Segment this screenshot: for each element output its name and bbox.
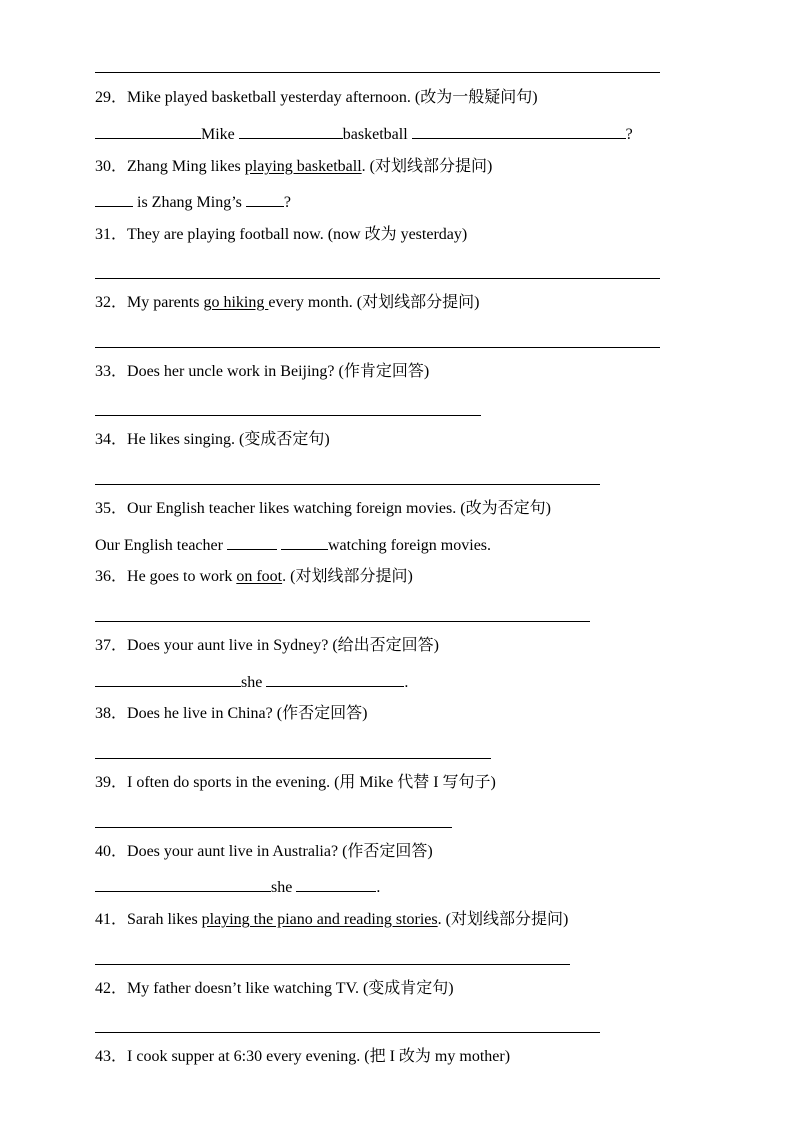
question-38 [95,704,367,724]
answer-line[interactable] [95,278,660,279]
answer-30 [95,191,291,213]
answer-line[interactable] [95,964,570,965]
question-42 [95,979,454,999]
answer-blank[interactable] [281,534,328,550]
question-text: Sarah likes [127,911,202,928]
underlined-text: on foot [236,568,283,585]
question-number: 34． [95,431,128,448]
question-text: My father doesn’t like watching TV. (变成肯定句) [127,980,454,997]
answer-word: Our English teacher [95,537,227,554]
answer-blank[interactable] [95,876,271,892]
answer-word: she [271,879,297,896]
question-text: Does your aunt live in Australia? (作否定回答) [127,843,433,860]
question-text: Zhang Ming likes [127,158,245,175]
question-number: 43． [95,1048,128,1065]
answer-end: . [376,879,381,896]
underlined-text: go hiking [203,294,269,311]
question-number: 39． [95,774,128,791]
question-instruction: . (对划线部分提问) [361,158,493,175]
answer-blank[interactable] [227,534,277,550]
underlined-text: playing the piano and reading stories [201,911,438,928]
answer-37 [95,671,408,693]
answer-blank[interactable] [266,671,404,687]
question-43 [95,1047,510,1067]
question-text: I often do sports in the evening. (用 Mike 代替 I 写句子) [127,774,496,791]
question-number: 35． [95,500,128,517]
question-36 [95,567,413,587]
answer-end: ? [283,194,291,211]
answer-end: . [404,674,409,691]
answer-line[interactable] [95,621,590,622]
question-instruction: every month. (对划线部分提问) [268,294,480,311]
answer-line[interactable] [95,827,452,828]
question-number: 41． [95,911,128,928]
question-instruction: . (对划线部分提问) [282,568,413,585]
answer-word: watching foreign movies. [327,537,492,554]
question-text: My parents [127,294,204,311]
question-40 [95,842,433,862]
answer-blank[interactable] [412,123,626,139]
question-number: 30． [95,158,128,175]
answer-blank[interactable] [95,671,241,687]
question-number: 37． [95,637,128,654]
question-number: 29． [95,89,128,106]
question-32 [95,293,479,313]
question-34 [95,430,330,450]
question-text: They are playing football now. (now 改为 yesterday) [127,226,468,243]
question-number: 36． [95,568,128,585]
question-31 [95,225,467,245]
answer-line[interactable] [95,1032,600,1033]
answer-blank[interactable] [239,123,343,139]
question-33 [95,362,429,382]
question-39 [95,773,496,793]
question-number: 38． [95,705,128,722]
answer-blank[interactable] [246,191,284,207]
question-35 [95,499,551,519]
question-text: Does he live in China? (作否定回答) [127,705,368,722]
answer-blank[interactable] [95,123,201,139]
answer-word: basketball [342,126,408,143]
answer-blank[interactable] [296,876,376,892]
question-number: 42． [95,980,128,997]
question-text: Does her uncle work in Beijing? (作肯定回答) [127,363,430,380]
question-text: He goes to work [127,568,237,585]
answer-29 [95,123,633,145]
answer-line[interactable] [95,72,660,73]
answer-word: she [241,674,267,691]
question-29 [95,88,538,108]
answer-line[interactable] [95,484,600,485]
answer-line[interactable] [95,347,660,348]
question-text: He likes singing. (变成否定句) [127,431,330,448]
question-text: Mike played basketball yesterday afternoon. (改为一般疑问句) [127,89,538,106]
answer-line[interactable] [95,415,481,416]
answer-end: ? [625,126,633,143]
answer-blank[interactable] [95,191,133,207]
answer-35 [95,534,491,556]
underlined-text: playing basketball [244,158,362,175]
answer-word: Mike [201,126,235,143]
answer-40 [95,876,380,898]
question-number: 31． [95,226,128,243]
question-30 [95,157,492,177]
question-text: Our English teacher likes watching foreign movies. (改为否定句) [127,500,551,517]
answer-word: is Zhang Ming’s [133,194,246,211]
answer-line[interactable] [95,758,491,759]
question-text: I cook supper at 6:30 every evening. (把 I 改为 my mother) [127,1048,511,1065]
question-text: Does your aunt live in Sydney? (给出否定回答) [127,637,439,654]
question-number: 40． [95,843,128,860]
question-number: 32． [95,294,128,311]
question-instruction: . (对划线部分提问) [437,911,569,928]
question-number: 33． [95,363,128,380]
question-41 [95,910,568,930]
question-37 [95,636,439,656]
